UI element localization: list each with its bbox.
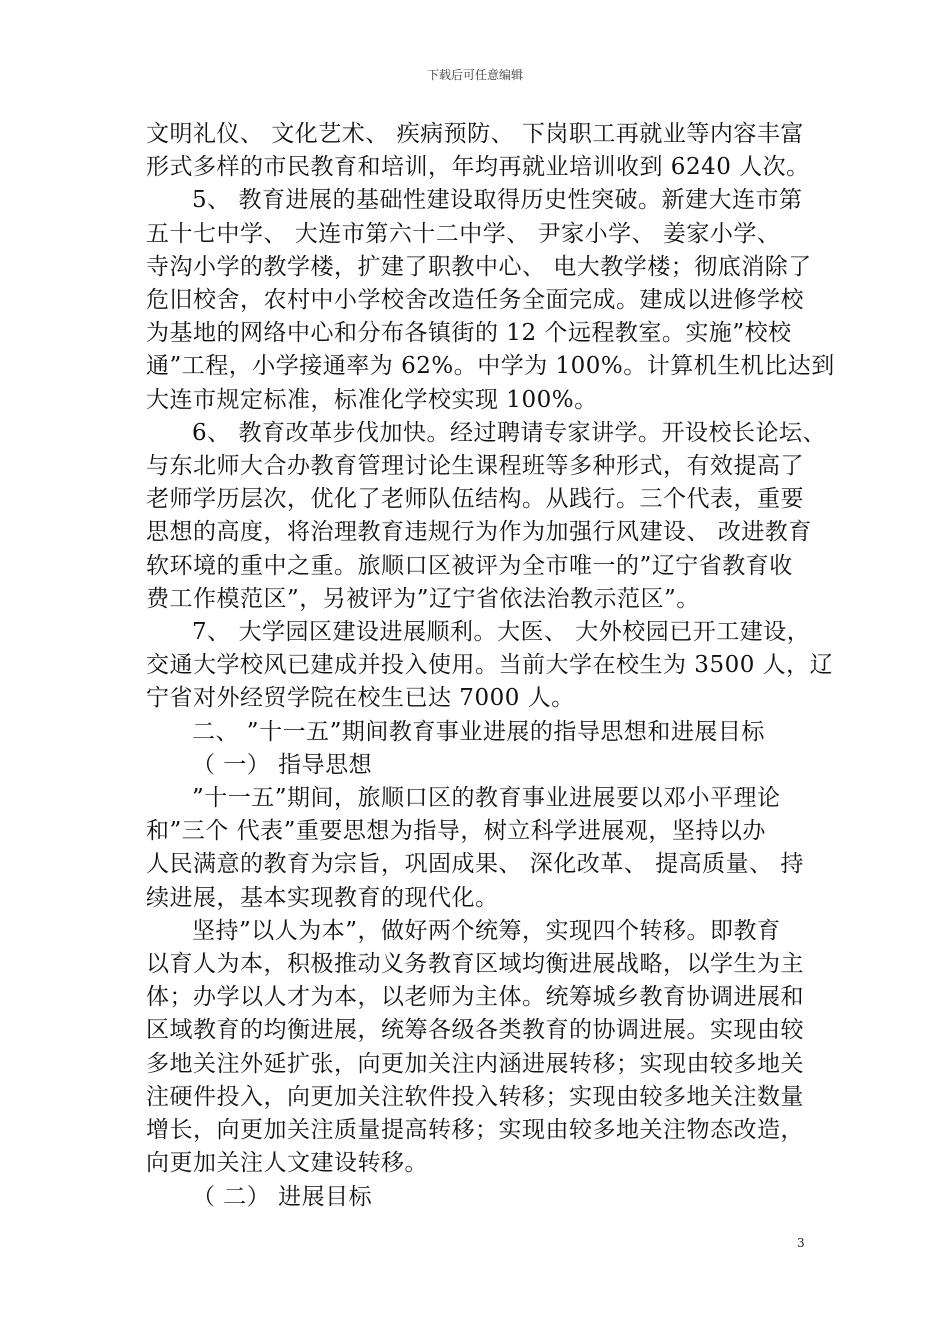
text-line: 五十七中学、 大连市第六十二中学、 尹家小学、 姜家小学、 [146,220,781,247]
text-line: 和”三个 代表”重要思想为指导，树立科学进展观，坚持以办 [146,818,766,845]
page-header: 下载后可任意编辑 [426,68,523,82]
subsection-heading: （ 二） 进展目标 [192,1183,373,1210]
text-line: 6、 教育改革步伐加快。经过聘请专家讲学。开设校长论坛、 [192,419,826,446]
text-line: 费工作模范区”，另被评为”辽宁省依法治教示范区”。 [146,585,700,612]
text-line: 增长，向更加关注质量提高转移；实现由较多地关注物态改造， [146,1117,804,1144]
text-line: 寺沟小学的教学楼，扩建了职教中心、 电大教学楼；彻底消除了 [146,253,812,280]
page-number: 3 [797,1236,805,1250]
text-line: 危旧校舍，农村中小学校舍改造任务全面完成。建成以进修学校 [146,287,804,314]
text-line: 文明礼仪、 文化艺术、 疾病预防、 下岗职工再就业等内容丰富 [146,121,804,147]
text-line: ”十一五”期间，旅顺口区的教育事业进展要以邓小平理论 [192,785,781,812]
text-line: 坚持”以人为本”，做好两个统筹，实现四个转移。即教育 [192,917,781,944]
text-line: 大连市规定标准，标准化学校实现 100%。 [146,386,598,413]
text-line: 通”工程，小学接通率为 62%。中学为 100%。计算机生机比达到 [146,353,835,380]
text-line: 思想的高度，将治理教育违规行为作为加强行风建设、 改进教育 [146,519,812,546]
text-line: 5、 教育进展的基础性建设取得历史性突破。新建大连市第 [192,187,803,214]
text-line: 体；办学以人才为本，以老师为主体。统筹城乡教育协调进展和 [146,984,804,1011]
text-line: 多地关注外延扩张，向更加关注内涵进展转移；实现由较多地关 [146,1050,804,1077]
text-line: 宁省对外经贸学院在校生已达 7000 人。 [146,685,575,712]
text-line: 老师学历层次，优化了老师队伍结构。从践行。三个代表，重要 [146,486,804,513]
text-line: 7、 大学园区建设进展顺利。大医、 大外校园已开工建设， [192,619,811,646]
text-line: 与东北师大合办教育管理讨论生课程班等多种形式，有效提高了 [146,453,804,480]
text-line: 续进展，基本实现教育的现代化。 [146,884,499,911]
text-line: 软环境的重中之重。旅顺口区被评为全市唯一的”辽宁省教育收 [146,552,793,579]
text-line: 交通大学校风已建成并投入使用。当前大学在校生为 3500 人，辽 [146,652,834,679]
body-text [146,118,835,1214]
text-line: 为基地的网络中心和分布各镇街的 12 个远程教室。实施”校校 [146,320,792,347]
text-line: 形式多样的市民教育和培训，年均再就业培训收到 6240 人次。 [146,154,810,181]
subsection-heading: （ 一） 指导思想 [192,751,373,778]
text-line: 向更加关注人文建设转移。 [146,1150,428,1177]
text-line: 区域教育的均衡进展，统筹各级各类教育的协调进展。实现由较 [146,1017,804,1044]
text-line: 人民满意的教育为宗旨，巩固成果、 深化改革、 提高质量、 持 [146,851,804,878]
section-heading: 二、 ”十一五”期间教育事业进展的指导思想和进展目标 [192,718,765,745]
text-line: 以育人为本，积极推动义务教育区域均衡进展战略，以学生为主 [146,951,804,978]
text-line: 注硬件投入，向更加关注软件投入转移；实现由较多地关注数量 [146,1083,804,1110]
